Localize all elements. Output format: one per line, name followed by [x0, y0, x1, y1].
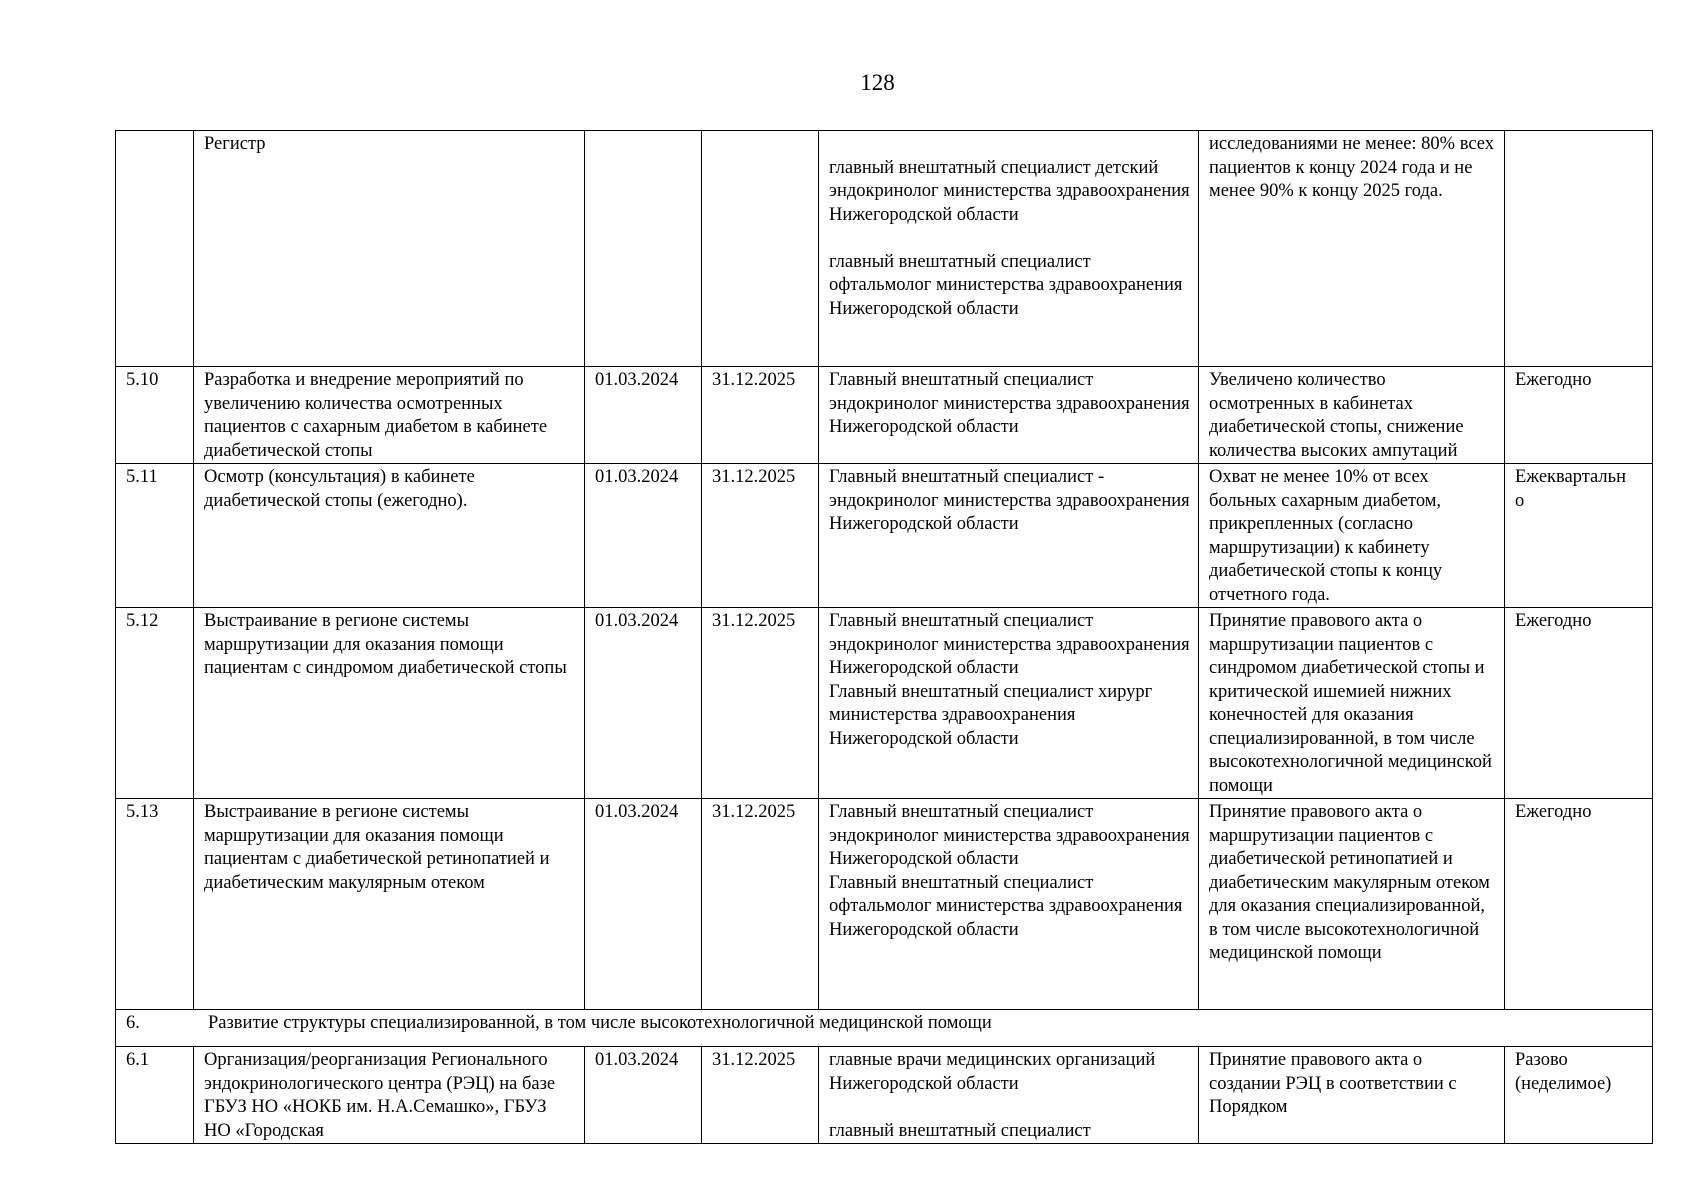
table-row [116, 799, 1653, 1010]
start-date-cell: 01.03.2024 [585, 608, 702, 799]
end-date-cell: 31.12.2025 [702, 367, 819, 464]
section-number: 6. [126, 1013, 140, 1033]
responsible-cell: главный внештатный специалист детский эндокринолог министерства здравоохранения Нижегородской области главный внештатный специалист офтальмолог министерства здравоохранения Нижегородской области [819, 131, 1199, 367]
row-number: 6.1 [116, 1047, 194, 1144]
periodicity-cell: Ежеквартальн о [1505, 464, 1653, 608]
start-date-cell: 01.03.2024 [585, 799, 702, 1010]
page-number: 128 [860, 70, 895, 95]
row-number [116, 131, 194, 367]
row-number: 5.10 [116, 367, 194, 464]
result-cell: Принятие правового акта о маршрутизации пациентов с диабетической ретинопатией и диабетическим макулярным отеком для оказания специализированной, в том числе высокотехнологичной медицинской помощи [1199, 799, 1505, 1010]
table-row [116, 367, 1653, 464]
event-cell: Выстраивание в регионе системы маршрутизации для оказания помощи пациентам с синдромом диабетической стопы [194, 608, 585, 799]
result-cell: Охват не менее 10% от всех больных сахарным диабетом, прикрепленных (согласно маршрутизации) к кабинету диабетической стопы к концу отчетного года. [1199, 464, 1505, 608]
periodicity-cell: Ежегодно [1505, 799, 1653, 1010]
result-cell: исследованиями не менее: 80% всех пациентов к концу 2024 года и не менее 90% к концу 2025 года. [1199, 131, 1505, 367]
periodicity-cell: Ежегодно [1505, 608, 1653, 799]
row-number: 5.11 [116, 464, 194, 608]
periodicity-cell: Ежегодно [1505, 367, 1653, 464]
event-cell: Разработка и внедрение мероприятий по увеличению количества осмотренных пациентов с сахарным диабетом в кабинете диабетической стопы [194, 367, 585, 464]
table-row [116, 608, 1653, 799]
section-cell [116, 1010, 1653, 1047]
start-date-cell: 01.03.2024 [585, 1047, 702, 1144]
result-cell: Принятие правового акта о маршрутизации пациентов с синдромом диабетической стопы и критической ишемией нижних конечностей для оказания специализированной, в том числе высокотехнологичной медицинской помощи [1199, 608, 1505, 799]
end-date-cell: 31.12.2025 [702, 1047, 819, 1144]
end-date-cell: 31.12.2025 [702, 799, 819, 1010]
table-row [116, 1047, 1653, 1144]
responsible-cell: Главный внештатный специалист эндокринолог министерства здравоохранения Нижегородской области [819, 367, 1199, 464]
start-date-cell [585, 131, 702, 367]
result-cell: Принятие правового акта о создании РЭЦ в соответствии с Порядком [1199, 1047, 1505, 1144]
section-row [116, 1010, 1653, 1047]
start-date-cell: 01.03.2024 [585, 464, 702, 608]
periodicity-cell [1505, 131, 1653, 367]
responsible-cell: Главный внештатный специалист - эндокринолог министерства здравоохранения Нижегородской области [819, 464, 1199, 608]
responsible-cell: Главный внештатный специалист эндокринолог министерства здравоохранения Нижегородской области Главный внештатный специалист хирург министерства здравоохранения Нижегородской области [819, 608, 1199, 799]
periodicity-cell: Разово (неделимое) [1505, 1047, 1653, 1144]
table-row [116, 131, 1653, 367]
section-title: Развитие структуры специализированной, в том числе высокотехнологичной медицинской помощи [208, 1013, 992, 1033]
end-date-cell [702, 131, 819, 367]
end-date-cell: 31.12.2025 [702, 608, 819, 799]
event-cell: Регистр [194, 131, 585, 367]
responsible-cell: Главный внештатный специалист эндокринолог министерства здравоохранения Нижегородской области Главный внештатный специалист офтальмолог министерства здравоохранения Нижегородской области [819, 799, 1199, 1010]
responsible-cell: главные врачи медицинских организаций Нижегородской области главный внештатный специалист [819, 1047, 1199, 1144]
result-cell: Увеличено количество осмотренных в кабинетах диабетической стопы, снижение количества высоких ампутаций [1199, 367, 1505, 464]
end-date-cell: 31.12.2025 [702, 464, 819, 608]
start-date-cell: 01.03.2024 [585, 367, 702, 464]
event-cell: Организация/реорганизация Регионального эндокринологического центра (РЭЦ) на базе ГБУЗ НО «НОКБ им. Н.А.Семашко», ГБУЗ НО «Городская [194, 1047, 585, 1144]
action-plan-table [115, 130, 1653, 1144]
row-number: 5.12 [116, 608, 194, 799]
event-cell: Выстраивание в регионе системы маршрутизации для оказания помощи пациентам с диабетической ретинопатией и диабетическим макулярным отеком [194, 799, 585, 1010]
row-number: 5.13 [116, 799, 194, 1010]
table-row [116, 464, 1653, 608]
event-cell: Осмотр (консультация) в кабинете диабетической стопы (ежегодно). [194, 464, 585, 608]
